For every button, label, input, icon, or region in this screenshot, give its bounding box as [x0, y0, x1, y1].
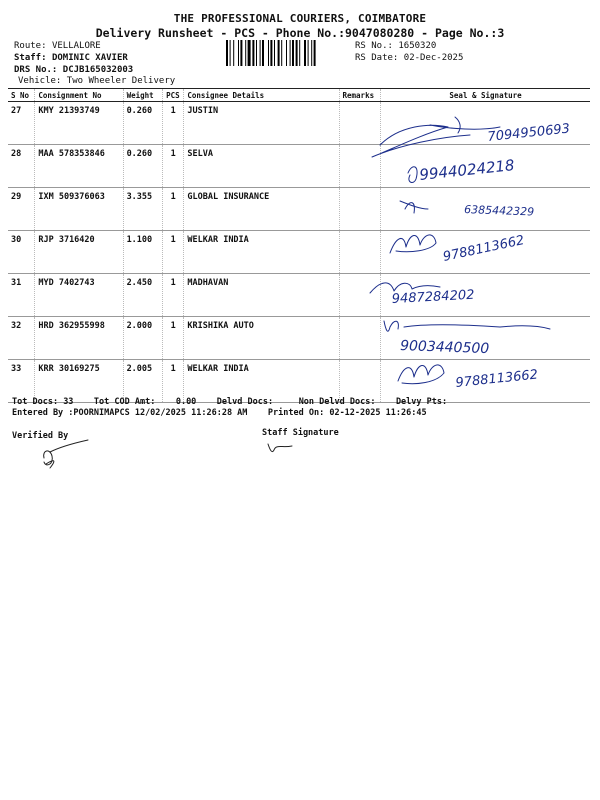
barcode-bar: [226, 40, 228, 66]
non-delvd-docs-label: Non Delvd Docs:: [298, 397, 376, 407]
signature-scribble: [400, 201, 428, 213]
row-weight: 0.260: [123, 102, 163, 145]
rs-no-line: RS No.: 1650320: [355, 41, 437, 51]
handwritten-phone-4: 9788113662: [441, 233, 526, 265]
row-consignee: WELKAR INDIA: [184, 360, 339, 403]
route-value: VELLALORE: [51, 41, 101, 51]
col-sno: S No: [8, 89, 35, 102]
barcode-bar: [292, 40, 294, 66]
row-consignee: KRISHIKA AUTO: [184, 317, 339, 360]
row-consignment: MYD 7402743: [35, 274, 123, 317]
rs-date-line: RS Date: 02-Dec-2025: [355, 53, 464, 63]
delvd-docs-label: Delvd Docs:: [216, 397, 274, 407]
row-sno: 32: [8, 317, 35, 360]
drs-value: DCJB165032003: [62, 65, 134, 75]
row-weight: 3.355: [123, 188, 163, 231]
signature-scribble: [408, 167, 417, 183]
handwritten-phone-6: 9003440500: [399, 338, 490, 358]
signature-scribble: [398, 365, 444, 384]
handwritten-signatures: [360, 105, 596, 395]
barcode-bar: [256, 40, 257, 66]
barcode-bar: [304, 40, 306, 66]
barcode-bar: [260, 40, 261, 66]
verified-by-signature: [36, 438, 96, 472]
row-consignee: MADHAVAN: [184, 274, 339, 317]
row-pcs: 1: [163, 317, 184, 360]
entered-by-line: Entered By :POORNIMAPCS 12/02/2025 11:26:28 AM Printed On: 02-12-2025 11:26:45: [12, 408, 427, 418]
row-weight: 0.260: [123, 145, 163, 188]
barcode-bar: [238, 40, 239, 66]
row-weight: 2.450: [123, 274, 163, 317]
row-sno: 31: [8, 274, 35, 317]
col-consignee: Consignee Details: [184, 89, 339, 102]
barcode-bar: [311, 40, 312, 66]
handwritten-phone-7: 9788113662: [454, 367, 539, 391]
entered-by-value: POORNIMAPCS 12/02/2025 11:26:28 AM: [73, 408, 248, 418]
barcode-bar: [314, 40, 316, 66]
handwritten-phone-1: 7094950693: [486, 121, 571, 145]
signature-scribble: [372, 117, 500, 157]
staff-line: Staff: DOMINIC XAVIER: [14, 53, 128, 63]
row-weight: 2.000: [123, 317, 163, 360]
verified-by-label: Verified By: [12, 431, 69, 441]
row-consignee: SELVA: [184, 145, 339, 188]
runsheet-subtitle: Delivery Runsheet - PCS - Phone No.:9047080280 - Page No.:3: [95, 26, 505, 40]
barcode-bar: [233, 40, 234, 66]
rs-date-value: 02-Dec-2025: [403, 53, 464, 63]
row-sno: 27: [8, 102, 35, 145]
row-sno: 30: [8, 231, 35, 274]
col-seal: Seal & Signature: [381, 89, 590, 102]
barcode-bar: [240, 40, 242, 66]
row-sno: 33: [8, 360, 35, 403]
handwritten-phone-3: 6385442329: [463, 203, 535, 219]
row-consignee: GLOBAL INSURANCE: [184, 188, 339, 231]
row-pcs: 1: [163, 231, 184, 274]
barcode-bar: [278, 40, 280, 66]
row-weight: 1.100: [123, 231, 163, 274]
barcode-bar: [262, 40, 264, 66]
signature-scribble: [390, 235, 436, 253]
barcode-image: [226, 40, 352, 66]
table-header-row: [8, 89, 590, 102]
barcode-bar: [281, 40, 282, 66]
barcode-bar: [248, 40, 251, 66]
staff-signature-label: Staff Signature: [262, 428, 339, 438]
tot-docs-value: 33: [63, 397, 74, 407]
route-line: Route: VELLALORE: [14, 41, 101, 51]
totals-line: Tot Docs: 33 Tot COD Amt: 0.00 Delvd Docs: Non Delvd Docs: Delvy Pts:: [12, 397, 448, 407]
barcode-bar: [274, 40, 275, 66]
barcode-bar: [268, 40, 269, 66]
drs-line: DRS No.: DCJB165032003: [14, 65, 134, 75]
row-consignment: HRD 362955998: [35, 317, 123, 360]
barcode-bar: [245, 40, 246, 66]
col-consignment: Consignment No: [35, 89, 123, 102]
row-consignment: MAA 578353846: [35, 145, 123, 188]
row-pcs: 1: [163, 274, 184, 317]
row-pcs: 1: [163, 102, 184, 145]
row-consignment: KRR 30169275: [35, 360, 123, 403]
barcode-bar: [299, 40, 300, 66]
rs-no-value: 1650320: [398, 41, 437, 51]
row-pcs: 1: [163, 145, 184, 188]
company-title: THE PROFESSIONAL COURIERS, COIMBATORE: [173, 12, 427, 25]
barcode-bar: [270, 40, 272, 66]
printed-on-value: 02-12-2025 11:26:45: [329, 408, 427, 418]
barcode-bar: [308, 40, 309, 66]
barcode-bar: [230, 40, 231, 66]
barcode-bar: [290, 40, 291, 66]
barcode-bar: [252, 40, 254, 66]
tot-cod-value: 0.00: [175, 397, 197, 407]
barcode-bar: [286, 40, 287, 66]
row-sno: 28: [8, 145, 35, 188]
row-consignee: WELKAR INDIA: [184, 231, 339, 274]
row-consignee: JUSTIN: [184, 102, 339, 145]
delvy-pts-label: Delvy Pts:: [395, 397, 448, 407]
row-consignment: RJP 3716420: [35, 231, 123, 274]
vehicle-line: Vehicle: Two Wheeler Delivery: [18, 76, 176, 86]
row-pcs: 1: [163, 360, 184, 403]
staff-value: DOMINIC XAVIER: [51, 53, 128, 63]
row-weight: 2.005: [123, 360, 163, 403]
handwritten-phone-2: 9944024218: [418, 156, 516, 184]
vehicle-value: Two Wheeler Delivery: [66, 76, 176, 86]
col-remarks: Remarks: [339, 89, 381, 102]
barcode-bar: [296, 40, 298, 66]
col-weight: Weight: [123, 89, 163, 102]
row-pcs: 1: [163, 188, 184, 231]
row-sno: 29: [8, 188, 35, 231]
row-consignment: KMY 21393749: [35, 102, 123, 145]
staff-signature-mark: [262, 436, 302, 458]
signature-scribble: [384, 321, 550, 331]
col-pcs: PCS: [163, 89, 184, 102]
row-consignment: IXM 509376063: [35, 188, 123, 231]
handwritten-phone-5: 9487284202: [391, 287, 475, 307]
